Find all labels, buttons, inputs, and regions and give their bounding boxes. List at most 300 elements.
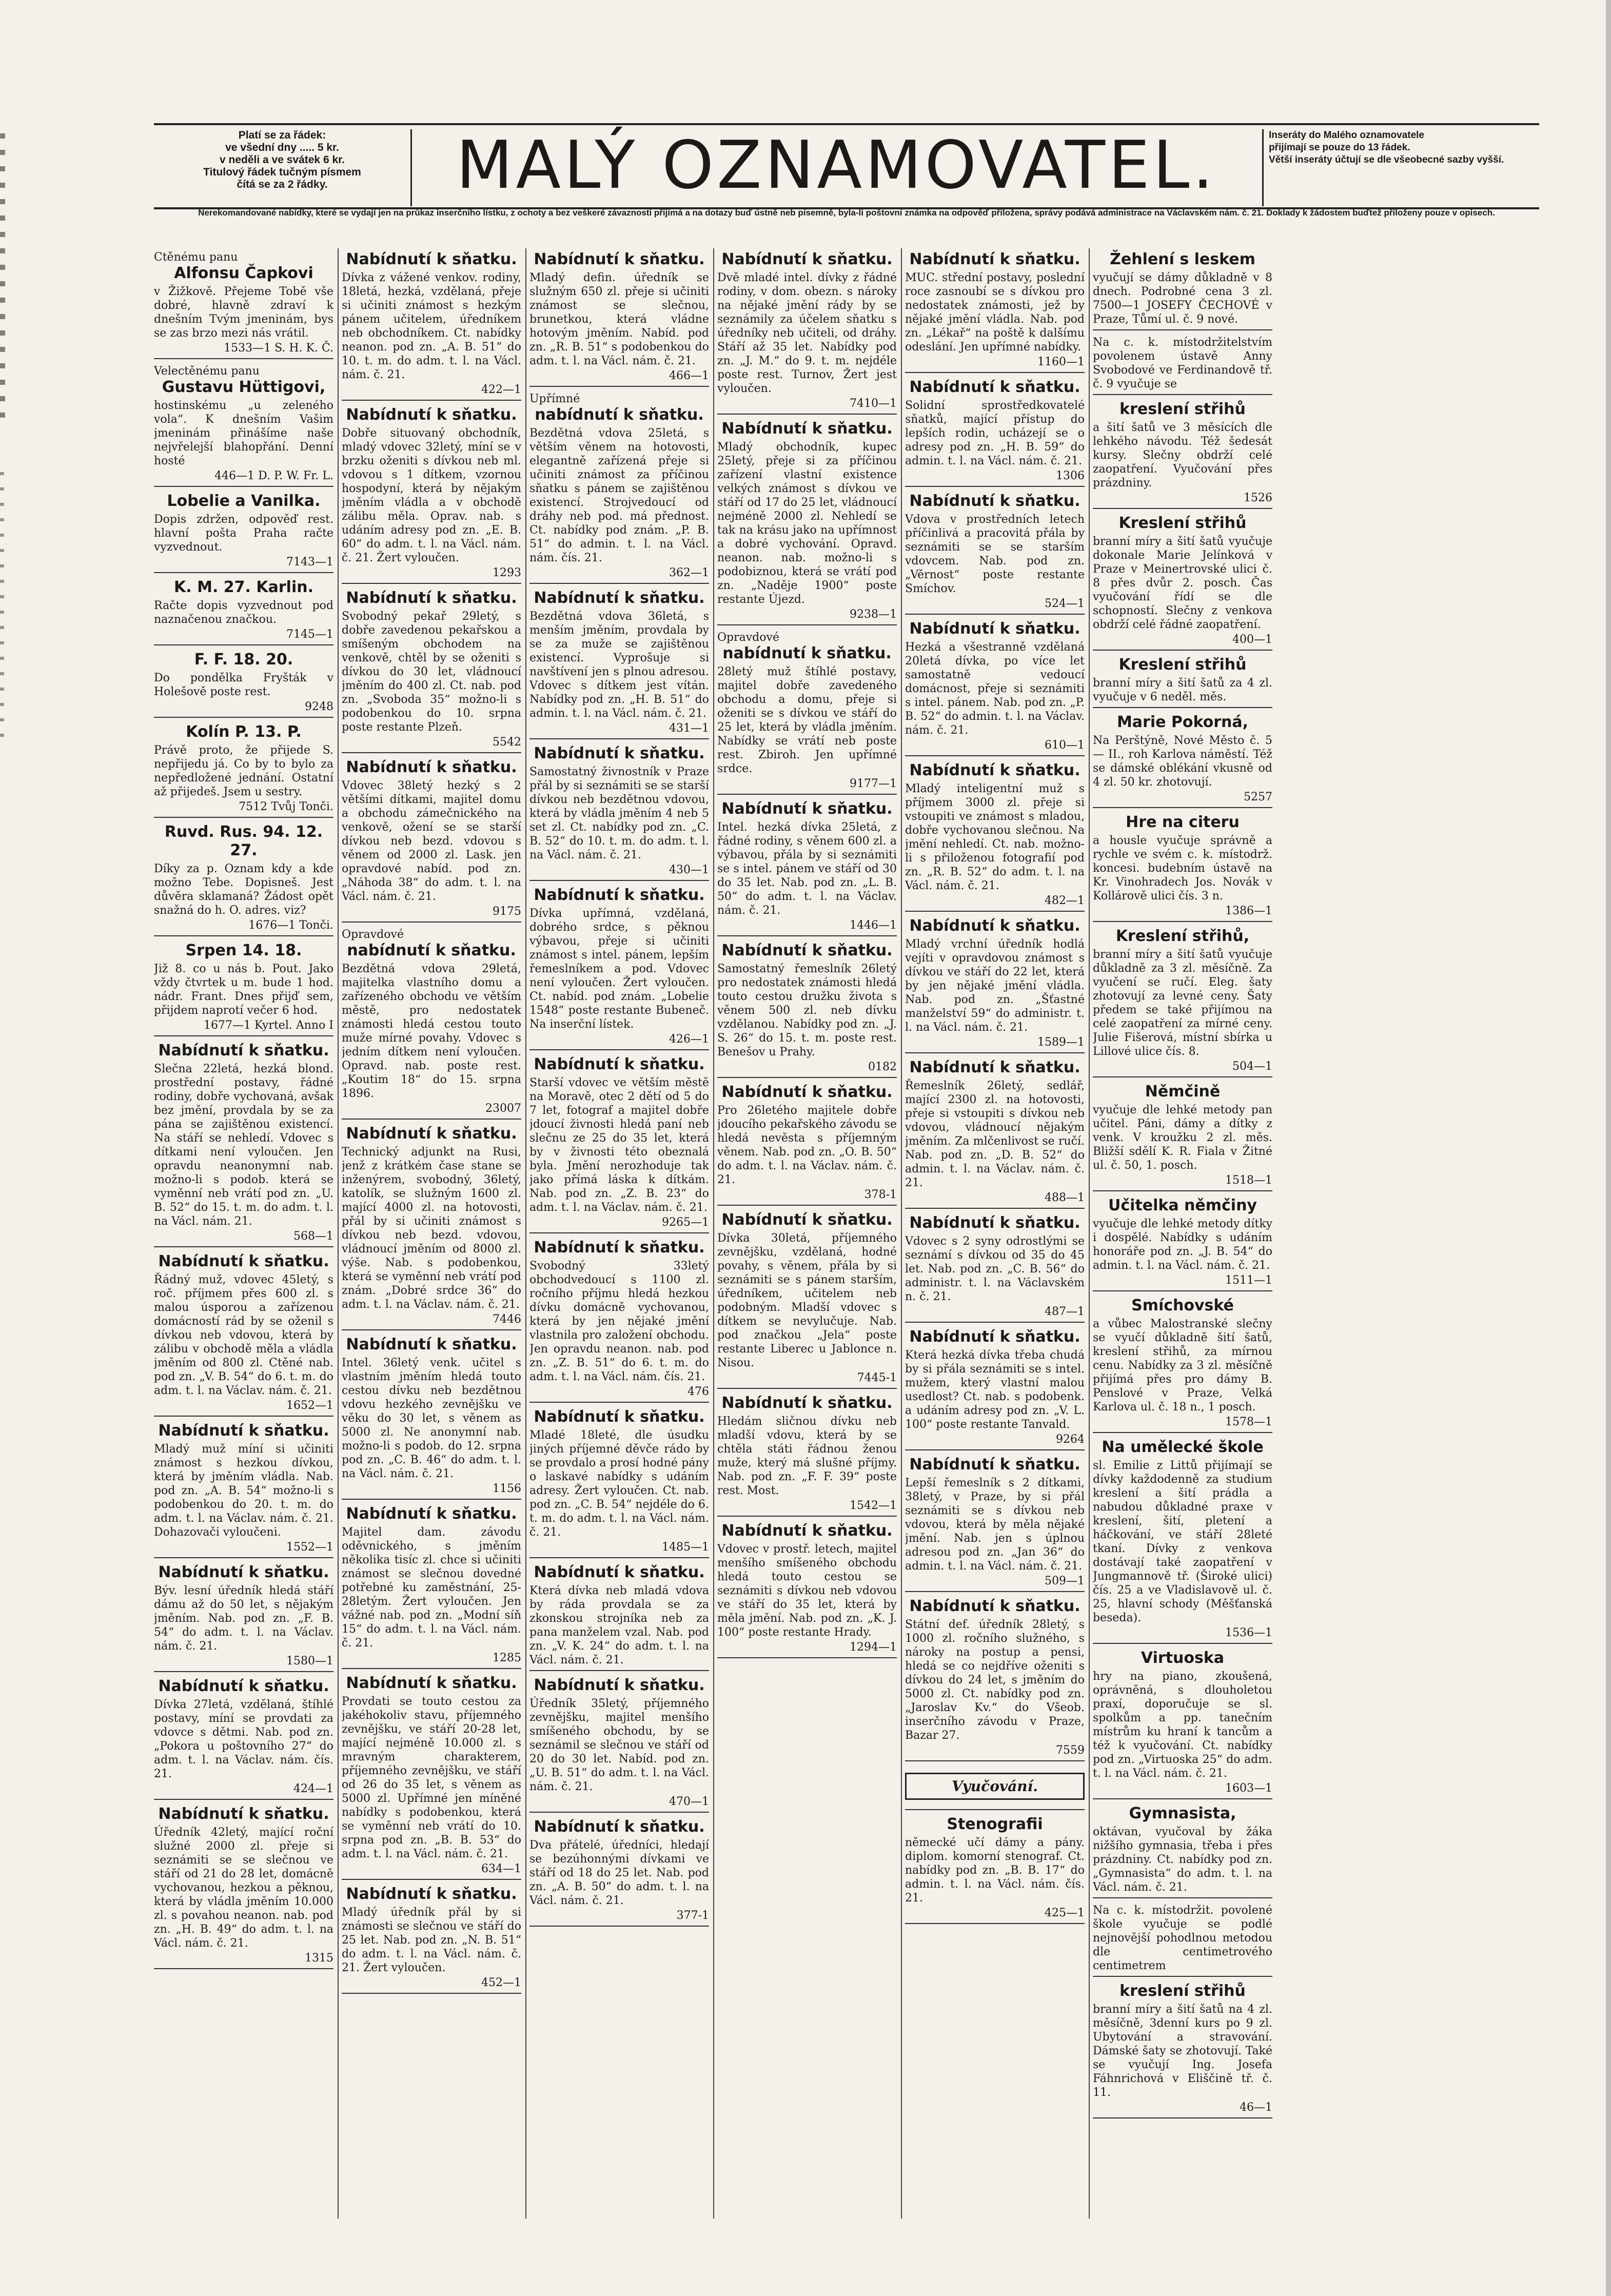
ad-text: Úředník 42letý, mající roční služné 2000 zl. přeje si seznámiti se se slečnou ve stáří od 21 do 28 let, domácně vychovanou, hezkou a pěknou, která by vládla jměním 10.000 zl. s povahou neanon. nab. pod zn. „H. B. 49“ do adm. t. l. na Václ. nám. č. 21. [154,1826,333,1950]
classified-ad [717,1392,897,1517]
ad-heading: Nabídnutí k sňatku. [909,492,1080,510]
ad-text: branní míry a šití šatů vyučuje důkladně za 3 zl. měsíčně. Za vyučení se ručí. Eleg. šaty zhotovují za levné ceny. Šaty předem se také přijímou na celé zaopatření za mírné ceny. Julie Fišerová, místní sbírka u Lillové ulice čís. 8. [1093,948,1272,1058]
ad-heading: Nabídnutí k sňatku. [721,1522,893,1540]
ad-heading: Nabídnutí k sňatku. [346,1505,517,1523]
ad-reference: 1652—1 [286,1399,333,1412]
ad-heading: Nabídnutí k sňatku. [909,761,1080,779]
ad-text: Na Perštýně, Nové Město č. 5 — II., roh Karlova náměstí. Též se dámské oblékání vkusně od 4 zl. 50 kr. zhotovují. [1093,734,1272,789]
ad-heading: Nabídnutí k sňatku. [534,589,705,607]
column-6 [1093,248,1272,2249]
ad-heading: Stenografii [947,1815,1043,1833]
column-2 [342,248,521,2249]
classified-ad [342,1123,521,1330]
ad-reference: 470—1 [669,1795,709,1808]
ad-reference: 1676—1 Tonči. [248,919,333,932]
ad-text: Již 8. co u nás b. Pout. Jako vždy čtvrtek u m. bude 1 hod. nádr. Frant. Dnes přijď sem, přijdem naprotí večer 6 hod. [154,963,333,1017]
ad-heading: Ruvd. Rus. 94. 12. 27. [164,823,323,859]
ad-heading: Nabídnutí k sňatku. [909,1058,1080,1076]
ad-heading: Gymnasista, [1129,1804,1236,1822]
ad-text: Která hezká dívka třeba chudá by si přála seznámiti se s intel. mužem, který vlastní malou usedlost? Ct. nab. s podobenk. a udáním adresy pod zn. „V. L. 100“ poste restante Tanvald. [905,1349,1085,1431]
classified-ad [154,362,333,487]
ad-reference: 1526 [1244,492,1272,504]
ad-reference: 1518—1 [1225,1174,1272,1187]
ad-heading: Nabídnutí k sňatku. [909,917,1080,935]
ad-heading: Nabídnutí k sňatku. [346,1125,517,1143]
ad-heading: Kreslení střihů [1118,656,1247,674]
classified-ad [529,1237,709,1403]
ad-reference: 1536—1 [1225,1626,1272,1639]
classified-ad [1093,1081,1272,1191]
ad-text: Do pondělka Fryšták v Holešově poste rest. [154,672,333,698]
ad-text: Svobodný pekař 29letý, s dobře zavedenou pekařskou a smíšeným obchodem na venkově, chtěl by se oženiti s dívkou do 30 let, vládnoucí jměním do 400 zl. Ct. nab. pod zn. „Svoboda 35“ možno-li s podobenkou do 10. srpna poste restante Plzeň. [342,610,521,734]
ad-reference: 1542—1 [850,1499,897,1512]
ad-heading: Nabídnutí k sňatku. [909,378,1080,396]
column-divider [713,248,714,2219]
classified-ad [905,1212,1085,1323]
classified-ad [1093,1802,1272,1898]
classified-ad [905,915,1085,1053]
classified-ad [154,821,333,936]
classified-ad [905,248,1085,373]
ad-reference: 1552—1 [286,1541,333,1554]
classified-ad [529,248,709,387]
masthead [154,123,1539,209]
ad-reference: 377-1 [676,1909,709,1922]
classified-ad [154,939,333,1036]
ad-text: Státní def. úředník 28letý, s 1000 zl. ročního služného, s nároky na postup a pensi, hledá se co nejdříve oženiti s dívkou do 24 let, s jměním do 5000 zl. Ct. nabídky pod zn. „Jaroslav Kv.“ do Všeob. inserčního závodu v Praze, Bazar 27. [905,1618,1085,1742]
ad-heading: kreslení střihů [1119,400,1246,418]
ad-heading: Nabídnutí k sňatku. [721,1211,893,1229]
ad-reference: 446—1 D. P. W. Fr. L. [214,469,333,482]
ad-heading: K. M. 27. Karlin. [174,578,313,596]
classified-ad [154,576,333,645]
classified-ad [342,1672,521,1880]
classified-ad [1093,925,1272,1077]
info-box [1262,129,1543,206]
classified-ad [154,1803,333,1969]
ad-text: branní míry a šití šatů za 4 zl. vyučuje v 6 neděl. měs. [1093,677,1272,703]
ad-reference: 1160—1 [1037,356,1085,368]
classified-ad [717,1209,897,1389]
classified-ad [1093,1294,1272,1433]
ad-reference: 568—1 [293,1230,333,1243]
classified-ad [717,418,897,625]
ad-text: Mladý inteligentní muž s příjmem 3000 zl. přeje si vstoupiti ve známost s mladou, dobře vychovanou slečnou. Na jmění nehledí. Ct. nab. možno-li s přiloženou fotografií pod zn. „R. B. 52“ do adm. t. l. na Václ. nám. č. 21. [905,782,1085,892]
ad-text: hostinskému „u zeleného vola“. K dnešním Vašim jmeninám přinášíme naše nejvřelejší blahopřání. Denní hosté [154,399,333,467]
price-line: čítá se za 2 řádky. [237,179,328,190]
ad-text: Dopis zdržen, odpověď rest. hlavní pošta Praha račte vyzvednout. [154,513,333,554]
price-line: Titulový řádek tučným písmem [203,166,361,178]
ad-heading: Nabídnutí k sňatku. [909,1456,1080,1474]
ad-reference: 9177—1 [850,777,897,790]
info-line: Inseráty do Malého oznamovatele [1269,130,1425,141]
ad-text: Která dívka neb mladá vdova by ráda provdala se za zkonskou strojníka neb za pana manželem vzal. Nab. pod zn. „V. K. 24“ do adm. t. l. na Václ. nám. č. 21. [529,1584,709,1666]
ad-reference: 9265—1 [662,1216,709,1229]
ad-heading: Nabídnutí k sňatku. [346,1674,517,1692]
ad-heading: Nabídnutí k sňatku. [721,420,893,438]
ad-reference: 1677—1 Kyrtel. Anno I [204,1019,333,1032]
ad-text: Intel. 36letý venk. učitel s vlastním jměním hledá touto cestou dívku neb bezdětnou vdovu hezkého zevnějšku ve věku do 30 let, s věnem as 5000 zl. Ne anonymní nab. možno-li s podob. do 12. srpna pod zn. „C. B. 46“ do adm. t. l. na Václ. nám. č. 21. [342,1357,521,1480]
ad-text: Řádný muž, vdovec 45letý, s roč. příjmem přes 600 zl. s malou úsporou a zařízenou domácností rád by se oženil s dívkou neb vdovou, která by zálibu v obchodě měla a vládla jměním od 800 zl. Ctěné nab. pod zn. „V. B. 54“ do 6. t. m. do adm. t. l. na Václav. nám. č. 21. [154,1273,333,1397]
classified-ad [1093,512,1272,651]
ad-text: vyučují se dámy důkladně v 8 dnech. Podrobné cena 3 zl. 7500—1 JOSEFY ČECHOVÉ v Praze, Tůmí ul. č. 9 nové. [1093,271,1272,326]
ad-reference: 378-1 [864,1188,897,1201]
ad-preheading: Upřímné [529,393,580,405]
ad-text: Na c. k. místodržitelstvím povolenem ústavě Anny Svobodové ve Ferdinandově tř. č. 9 vyučuje se [1093,336,1272,390]
ad-reference: 5257 [1244,791,1272,803]
classified-ad [717,798,897,936]
ad-reference: 1578—1 [1225,1416,1272,1428]
classified-ad [1093,1901,1272,1977]
classified-ad [529,1674,709,1813]
ad-reference: 1306 [1056,469,1085,482]
ad-reference: 1533—1 S. H. K. Č. [224,342,333,355]
classified-ad [342,1503,521,1669]
ad-text: Bezdětná vdova 36letá, s menším jměním, provdala by se za muže se zajištěnou existencí. Vyprošuje si navštívení jen s plnou adresou. Vdovec s dítkem jest vítán. Nabídky pod zn. „H. B. 51“ do admin. t. l. na Václ. nám. č. 21. [529,610,709,720]
classified-ad [905,759,1085,912]
ad-reference: 509—1 [1045,1575,1085,1587]
classified-ad [529,884,709,1050]
price-line: ve všední dny ..... 5 kr. [225,142,339,153]
ad-reference: 1293 [493,566,521,579]
ad-text: hry na piano, zkoušená, oprávněná, s dlouholetou praxí, doporučuje se sl. spolkům a pp. tanečním místrům ku hraní k tancům a též k vyučování. Ct. nabídky pod zn. „Virtuoska 25“ do adm. t. l. na Václ. nám. č. 21. [1093,1670,1272,1780]
ad-preheading: Ctěnému panu [154,251,238,264]
classified-ad [154,649,333,718]
ad-reference: 7446 [493,1313,521,1326]
ad-text: Řemeslník 26letý, sedlář, mající 2300 zl. na hotovosti, přeje si vstoupiti s dívkou neb vdovou, vládnoucí nějakým jměním. Za mlčenlivost se ručí. Nab. pod zn. „D. B. 52“ do admin. t. l. na Václav. nám. č. 21. [905,1080,1085,1189]
ad-heading: Nabídnutí k sňatku. [909,1214,1080,1232]
ad-text: Dívka 27letá, vzdělaná, štíhlé postavy, míní se provdati za vdovce s dětmi. Nab. pod zn. „Pokora u poštovního 27“ do adm. t. l. na Václav. nám. čís. 21. [154,1698,333,1780]
ad-reference: 1315 [305,1952,333,1965]
ad-preheading: Opravdové [342,928,404,941]
ad-heading: Hre na citeru [1126,813,1240,831]
ad-heading: Nabídnutí k sňatku. [909,1328,1080,1346]
ad-heading: F. F. 18. 20. [194,651,293,669]
classified-ad [1093,248,1272,330]
ad-preheading: Opravdové [717,631,779,644]
ad-text: Račte dopis vyzvednout pod naznačenou značkou. [154,599,333,626]
ad-heading: Nabídnutí k sňatku. [158,1252,329,1270]
ad-reference: 7512 Tvůj Tonči. [239,800,333,813]
ad-text: Hledám sličnou dívku neb mladší vdovu, která by se chtěla státi řádnou ženou muže, který má slušné příjmy. Nab. pod zn. „F. F. 39“ poste rest. Most. [717,1415,897,1497]
classified-ad [342,926,521,1120]
ad-reference: 430—1 [669,864,709,876]
ad-text: Mladé 18leté, dle úsudku jiných příjemné děvče rádo by se provdalo a prosí hodné pány o laskavé nabídky s udáním adresy. Žert vyloučen. Ct. nab. pod zn. „C. B. 54“ nejdéle do 6. t. m. do adm. t. l. na Václ. nám. č. 21. [529,1429,709,1539]
classified-ad [905,1813,1085,1924]
classified-ad [717,1520,897,1658]
ad-preheading: Velectěnému panu [154,365,260,378]
ad-heading: Nabídnutí k sňatku. [158,1677,329,1695]
classified-ad [154,248,333,359]
ad-text: Lepší řemeslník s 2 dítkami, 38letý, v Praze, by si přál seznámiti se s dívkou neb vdovou, která by měla nějaké jmění. Nab. jen s úplnou adresou pod zn. „Jan 36“ do admin. t. l. na Václ. nám. č. 21. [905,1477,1085,1573]
ad-heading: Nabídnutí k sňatku. [534,886,705,904]
classified-ad [905,618,1085,756]
ad-text: Dobře situovaný obchodník, mladý vdovec 32letý, míní se v brzku oženiti s dívkou neb ml. vdovou s 1 dítkem, vzornou hospodyní, která by nějakým jměním vládla a v obchodě zálibu měla. Oprav. nab. s udáním adresy pod zn. „E. B. 60“ do adm. t. l. na Václ. nám. č. 21. Žert vyloučen. [342,427,521,564]
classified-ad [154,1420,333,1558]
ad-text: Úředník 35letý, příjemného zevnějšku, majitel menšího smíšeného obchodu, by se seznámil se slečnou ve stáří od 20 do 30 let. Nabíd. pod zn. „U. B. 51“ do adm. t. l. na Václ. nám. č. 21. [529,1697,709,1793]
ad-text: Vdovec s 2 syny odrostlými se seznámí s dívkou od 35 do 45 let. Nab. pod zn. „C. B. 56“ do administr. t. l. na Václavském n. č. 21. [905,1235,1085,1303]
classified-ad [529,390,709,584]
ad-reference: 1511—1 [1225,1274,1272,1287]
classified-ad [342,404,521,584]
masthead-notice: Nerekomandované nabídky, které se vydají jen na průkaz inserčního lístku, z ochoty a bez veškeré závaznosti přijímá a na dotazy buď ústně neb písemně, byla-li poštovní známka na odpověď přiložena, správy podává administrace na Václavském nám. č. 21. Doklady k žádostem buďtež přiloženy pouze v opisech. [198,208,1495,218]
ad-heading: Žehlení s leskem [1110,250,1255,268]
classified-ad [905,1056,1085,1209]
classified-ad [154,1039,333,1247]
ad-reference: 634—1 [481,1862,521,1875]
ad-text: Dívka 30letá, příjemného zevnějšku, vzdělaná, hodné povahy, s věnem, přála by si seznámiti se s pánem starším, úředníkem, učitelem neb podobným. Mladší vdovec s dítkem se nevylučuje. Nab. pod značkou „Jela“ poste restante Liberec u Jablonce n. Nisou. [717,1232,897,1369]
ad-heading: Nabídnutí k sňatku. [534,1239,705,1257]
ad-heading: Kolín P. 13. P. [186,723,302,741]
ad-reference: 7410—1 [850,397,897,410]
ad-reference: 0182 [868,1061,897,1073]
ad-heading: Lobelie a Vanilka. [167,492,321,510]
ad-reference: 1294—1 [850,1641,897,1654]
classified-ad [905,376,1085,487]
classified-ad [717,629,897,795]
ad-text: vyučuje dle lehké metody dítky i dospělé. Nabídky s udáním honoráře pod zn. „J. B. 54“ do admin. t. l. na Václ. nám. č. 21. [1093,1218,1272,1272]
ad-reference: 9248 [305,700,333,713]
ad-heading: Nabídnutí k sňatku. [909,1597,1080,1615]
ad-heading: Nabídnutí k sňatku. [534,1818,705,1836]
classified-ad [342,1883,521,1994]
ad-text: vyučuje dle lehké metody pan učitel. Páni, dámy a dítky z venk. V kroužku 2 zl. měs. Bližší sdělí K. R. Fiala v Žitné ul. č. 50, 1. posch. [1093,1104,1272,1172]
ad-reference: 426—1 [669,1033,709,1046]
column-divider [901,248,902,2219]
column-5 [905,248,1085,2249]
ad-heading: Marie Pokorná, [1116,713,1249,731]
ad-reference: 487—1 [1045,1305,1085,1318]
ad-heading: Nabídnutí k sňatku. [534,1408,705,1426]
ad-text: oktávan, vyučoval by žáka nižšího gymnasia, třeba i přes prázdniny. Ct. nabídky pod zn. „Gymnasista“ do adm. t. l. na Václ. nám. č. 21. [1093,1826,1272,1894]
ad-reference: 431—1 [669,722,709,735]
classified-ad [1093,1647,1272,1799]
ad-text: Dva přátelé, úředníci, hledají se bezúhonnými dívkami ve stáří od 18 do 25 let. Nab. pod zn. „A. B. 50“ do adm. t. l. na Václ. nám. č. 21. [529,1839,709,1907]
ad-text: Vdova v prostředních letech příčinlivá a pracovitá přála by seznámiti se se starším vdovcem. Nab. pod zn. „Věrnost“ poste restante Smíchov. [905,513,1085,595]
ad-heading: nabídnutí k sňatku. [535,406,704,424]
classified-ad [529,1816,709,1927]
info-line: Větší inseráty účtují se dle všeobecné sazby vyšší. [1269,154,1504,165]
classified-ad [154,1561,333,1672]
ad-text: Mladý vrchní úředník hodlá vejíti v opravdovou známost s dívkou ve stáří do 22 let, která by jen nějaké jmění vládla. Nab. pod zn. „Šťastné manželství 59“ do administr. t. l. na Václ. nám. č. 21. [905,938,1085,1034]
ad-heading: Na umělecké škole [1102,1438,1264,1456]
ad-reference: 482—1 [1045,894,1085,907]
price-line: Platí se za řádek: [238,129,326,141]
ad-heading: Kreslení střihů [1118,514,1247,532]
ad-text: Dívka z vážené venkov. rodiny, 18letá, hezká, vzdělaná, přeje si učiniti známost s hezkým pánem učitelem, úředníkem neb obchodníkem. Ct. nabídky neanon. pod zn. „A. B. 51“ do 10. t. m. do adm. t. l. na Václ. nám. č. 21. [342,271,521,381]
ad-reference: 1446—1 [850,919,897,932]
classified-ad [154,1250,333,1417]
ad-reference: 425—1 [1045,1907,1085,1919]
ad-text: Bezdětná vdova 29letá, majitelka vlastního domu a zařízeného obchodu ve větším městě, pro nedostatek známosti hledá cestou touto muže mírné povahy. Vdovec s jedním dítkem není vyloučen. Opravd. nab. poste rest. „Koutim 18“ do 15. srpna 1896. [342,963,521,1100]
classified-ad [342,1333,521,1500]
ad-text: branní míry a šití šatů vyučuje dokonale Marie Jelínková v Praze v Meinertrovské ulici č. 8 přes dvůr 2. posch. Čas vyučování řídí se dle schopností. Slečny z venkova obdrží celé řádné zaopatření. [1093,535,1272,631]
column-divider [1089,248,1090,2219]
classified-ad [717,1081,897,1206]
ad-text: Hezká a všestranně vzdělaná 20letá dívka, po více let samostatně vedoucí domácnost, přeje si seznámiti s intel. pánem. Nab. pod zn. „P. B. 52“ do admin. t. l. na Václav. nám. č. 21. [905,641,1085,737]
ad-text: Mladý obchodník, kupec 25letý, přeje si za příčinou zařízení vlastní existence velkých známost s dívkou ve stáří od 17 do 25 let, vládnoucí nejméně 2000 zl. Nehledí se tak na krásu jako na upřímnost a dobré vychování. Opravd. neanon. nab. možno-li s podobiznou, která se vrátí pod zn. „Naděje 1900“ poste restante Újezd. [717,441,897,606]
classified-ad [905,490,1085,615]
ad-reference: 452—1 [481,1976,521,1989]
ad-heading: Nabídnutí k sňatku. [534,1563,705,1581]
ad-text: Bezdětná vdova 25letá, s větším věnem na hotovosti, elegantně zařízená přeje si učiniti známost za příčinou sňatku s pánem se zajištěnou existencí. Strojvedoucí od dráhy neb pod. má přednost. Ct. nabídky pod znám. „P. B. 51“ do admin. t. l. na Václ. nám. čís. 21. [529,427,709,564]
ad-heading: Nabídnutí k sňatku. [721,1394,893,1412]
classified-ad [905,1326,1085,1450]
ad-text: německé učí dámy a pány. diplom. komorní stenograf. Ct. nabídky pod zn. „B. B. 17“ do admin. t. l. na Václ. nám. čís. 21. [905,1836,1085,1905]
ad-heading: Nabídnutí k sňatku. [909,620,1080,638]
ad-heading: Nabídnutí k sňatku. [346,758,517,776]
ad-reference: 9238—1 [850,608,897,621]
ad-reference: 1386—1 [1225,905,1272,917]
ad-heading: Nabídnutí k sňatku. [534,1055,705,1073]
classified-ad [529,1053,709,1233]
ad-reference: 5542 [493,736,521,749]
ad-reference: 1285 [493,1652,521,1664]
ad-text: a šití šatů ve 3 měsících dle lehkého návodu. Též šedesát kursy. Slečny obdrží celé zaopatření. Vyučování přes prázdniny. [1093,421,1272,489]
ad-text: Dvě mladé intel. dívky z řádné rodiny, v dom. obezn. s nároky na nějaké jmění rády by se seznámily za účelem sňatku s úředníky neb učiteli, od dráhy. Stáří až 35 let. Nabídky pod zn. „J. M.“ do 9. t. m. nejdéle poste rest. Turnov, Žert jest vyloučen. [717,271,897,395]
ad-heading: Nabídnutí k sňatku. [721,250,893,268]
ad-reference: 7143—1 [286,556,333,568]
classified-ad [1093,711,1272,808]
ad-text: Provdati se touto cestou za jakéhokoliv stavu, příjemného zevnějšku, ve stáří 20-28 let, mající nejméně 10.000 zl. s mravným charakterem, příjemného zevnějšku, ve stáří od 26 do 35 let, s věnem as 5000 zl. Upřímné jen míněné nabídky s podobenkou, která se vyměnní neb vrátí do 10. srpna pod zn. „B. B. 53“ do adm. t. l. na Václ. nám. č. 21. [342,1695,521,1860]
classified-ad [717,248,897,415]
scan-edge-marks-lower [0,472,4,739]
ad-text: a housle vyučuje správně a rychle ve svém c. k. místodrž. koncesi. budebním ústavě na Kr. Vinohradech Jos. Novák v Kollárově ulici čís. 3 n. [1093,834,1272,902]
ad-reference: 610—1 [1045,739,1085,752]
column-1 [154,248,333,2249]
ad-heading: Smíchovské [1131,1297,1234,1314]
ad-heading: Nabídnutí k sňatku. [346,1336,517,1353]
classified-ad [1093,1436,1272,1644]
ad-heading: Učitelka němčiny [1108,1196,1257,1214]
classified-ad [154,490,333,573]
ad-text: Samostatný živnostník v Praze přál by si seznámiti se se starší dívkou neb bezdětnou vdovou, která by vládla jměním 4 neb 5 set zl. Ct. nabídky pod zn. „C. B. 52“ do 10. t. m. do adm. t. l. na Václ. nám. č. 21. [529,766,709,861]
ad-heading: nabídnutí k sňatku. [347,941,516,959]
ad-heading: Nabídnutí k sňatku. [346,589,517,607]
classified-ad [1093,654,1272,708]
column-4 [717,248,897,2249]
classified-ad [1093,1194,1272,1291]
classified-ad [529,742,709,881]
ad-heading: Nabídnutí k sňatku. [158,1563,329,1581]
ad-reference: 7145—1 [286,628,333,641]
ad-text: Technický adjunkt na Rusi, jenž z krátkém čase stane se inženýrem, svobodný, 36letý, katolík, se služným 1600 zl. mající 4000 zl. na hotovosti, přál by si učiniti známost s dívkou neb bezd. vdovou, vládnoucí jměním od 8000 zl. výše. Nab. s podobenkou, která se vyměnní neb vrátí pod znám. „Dobré srdce 36“ do adm. t. l. na Václav. nám. č. 21. [342,1146,521,1311]
ad-text: Slečna 22letá, hezká blond. prostřední postavy, řádné rodiny, dobře vychovaná, avšak bez jmění, provdala by se za pána se zajištěnou existencí. Na stáří se nehledí. Vdovec s dítkami není vyloučen. Jen opravdu neanonymní nab. možno-li s podob. která se vyměnní neb vrátí pod zn. „U. B. 52“ do 15. t. m. do adm. t. l. na Václ. nám. 21. [154,1063,333,1228]
classified-ad [342,756,521,923]
ad-text: 28letý muž štíhlé postavy, majitel dobře zavedeného obchodu a domu, přeje si oženiti se s dívkou ve stáří do 25 let, která by vládla jměním. Nabídky se vrátí neb poste rest. Zbiroh. Jen upřímné srdce. [717,665,897,775]
classified-ad [529,1406,709,1558]
ad-text: Solidní sprostředkovatelé sňatků, mající přístup do lepších rodin, ucházejí se o adresy pod zn. „H. B. 59“ do admin. t. l. na Václ. nám. č. 21. [905,399,1085,467]
ad-text: MUC. střední postavy, poslední roce zasnoubí se s dívkou pro nedostatek známosti, jež by nějaké jmění vládla. Nab. pod zn. „Lékař“ na poště k dalšímu odeslání. Jen upřímné nabídky. [905,271,1085,354]
ad-heading: Nabídnutí k sňatku. [158,1805,329,1823]
price-line: v neděli a ve svátek 6 kr. [219,154,345,166]
ad-text: Samostatný řemeslník 26letý pro nedostatek známosti hledá touto cestou družku života s věnem 500 zl. neb dívku vzdělanou. Nabídky pod zn. „J. S. 26“ do 15. t. m. poste rest. Benešov u Prahy. [717,963,897,1058]
ad-reference: 400—1 [1232,633,1272,646]
ad-heading: Nabídnutí k sňatku. [534,744,705,762]
ad-text: Díky za p. Oznam kdy a kde možno Tebe. Dopisneš. Jest důvěra sklamaná? Žádost opět snažná do h. O. adres. viz? [154,862,333,917]
ad-heading: Nabídnutí k sňatku. [534,1676,705,1694]
ad-reference: 1485—1 [662,1541,709,1554]
ad-text: Vdovec 38letý hezký s 2 většími dítkami, majitel domu a obchodu zámečnického na venkově, ožení se se starší dívkou neb bezd. vdovou s věnem od 2000 zl. Lask. jen opravdové nabíd. pod zn. „Náhoda 38“ do adm. t. l. na Václ. nám. č. 21. [342,779,521,903]
classified-ad [717,939,897,1078]
scan-right-shadow [1606,0,1611,2296]
ad-reference: 422—1 [481,383,521,396]
classified-ad [1093,1980,1272,2118]
classified-ad [1093,811,1272,922]
classified-ad [905,1454,1085,1592]
classified-ad [529,1561,709,1671]
ad-text: Majitel dam. závodu oděvnického, s jměním několika tisíc zl. chce si učiniti známost se slečnou dovedné potřebné ku zaměstnání, 25-28letým. Žert vyloučen. Jen vážné nab. pod zn. „Modní síň 15“ do adm. t. l. na Václ. nám. č. 21. [342,1526,521,1650]
ad-reference: 7559 [1056,1744,1085,1757]
ad-reference: 7445-1 [857,1371,897,1384]
ad-reference: 466—1 [669,369,709,382]
ad-heading: Nabídnutí k sňatku. [158,1422,329,1440]
ad-text: Vdovec v prostř. letech, majitel menšího smíšeného obchodu hledá touto cestou se seznámiti s dívkou neb vdovou ve stáří do 35 let, která by měla jmění. Nab. pod zn. „K. J. 100“ poste restante Hrady. [717,1543,897,1639]
ad-text: Mladý úředník přál by si známosti se slečnou ve stáří do 25 let. Nab. pod zn. „N. B. 51“ do adm. t. l. na Václ. nám. č. 21. Žert vyloučen. [342,1906,521,1974]
ad-text: v Žižkově. Přejeme Tobě vše dobré, hlavně zdraví k dnešním Tvým jmeninám, bys se zas brzo mezi nás vrátil. [154,285,333,340]
ad-text: Mladý defin. úředník se služným 650 zl. přeje si učiniti známost se slečnou, brunetkou, která vládne hotovým jměním. Nabíd. pod zn. „R. B. 51“ s podobenkou do adm. t. l. na Václ. nám. č. 21. [529,271,709,367]
ad-text: Svobodný 33letý obchodvedoucí s 1100 zl. ročního příjmu hledá hezkou dívku domácně vychovanou, která by jen nějaké jmění vlastnila pro založení obchodu. Jen opravdu neanon. nab. pod zn. „Z. B. 51“ do 6. t. m. do adm. t. l. na Václ. nám. čís. 21. [529,1260,709,1383]
info-line: přijímají se pouze do 13 řádek. [1269,142,1410,153]
classified-ad [342,248,521,401]
ad-text: Býv. lesní úředník hledá stáří dámu až do 50 let, s nějakým jměním. Nab. pod zn. „F. B. 54“ do adm. t. l. na Václav. nám. č. 21. [154,1584,333,1653]
ad-reference: 488—1 [1045,1191,1085,1204]
ad-heading: Nabídnutí k sňatku. [909,250,1080,268]
section-heading: Vyučování. [905,1773,1085,1800]
ad-reference: 46—1 [1240,2101,1272,2114]
classified-ad [529,587,709,739]
ad-heading: Nabídnutí k sňatku. [721,800,893,818]
ad-heading: Nabídnutí k sňatku. [346,1885,517,1903]
ad-heading: Srpen 14. 18. [185,941,302,959]
ad-text: Mladý muž míní si učiniti známost s hezkou dívkou, která by jměním vládla. Nab. pod zn. „A. B. 54“ možno-li s podobenkou do 20. t. m. do adm. t. l. na Václav. nám. č. 21. Dohazovači vyloučeni. [154,1443,333,1539]
ad-reference: 1589—1 [1037,1036,1085,1049]
ad-heading: Kreslení střihů, [1115,927,1250,945]
ad-reference: 9264 [1056,1433,1085,1446]
ad-reference: 524—1 [1045,597,1085,610]
ad-text: Na c. k. místodržit. povolené škole vyučuje se podlé nejnovější pohodlnou metodou dle centimetrového centimetrem [1093,1904,1272,1972]
classified-ad [905,1595,1085,1761]
ad-text: a vůbec Malostranské slečny se vyučí důkladně šití šatů, kreslení střihů, za mírnou cenu. Nabídky za 3 zl. měsíčně přijímá přes pro dámy B. Penslové v Praze, Velká Karlova ul. č. 18 n., 1 posch. [1093,1318,1272,1414]
ad-text: branní míry a šití šatů na 4 zl. měsíčně, 3denní kurs po 9 zl. Ubytování a stravování. Dámské šaty se zhotovují. Také se vyučují Ing. Josefa Fáhnrichová v Eliščině tř. č. 11. [1093,2003,1272,2099]
ad-reference: 1580—1 [286,1655,333,1667]
ad-reference: 424—1 [293,1782,333,1795]
page-title: MALÝ OZNAMOVATEL. [456,127,1216,204]
ad-text: Právě proto, že přijede S. nepřijedu já. Co by to bylo za nepředložené jednání. Ostatní až přijedeš. Jsem u sestry. [154,744,333,798]
ad-text: Intel. hezká dívka 25letá, z řádné rodiny, s věnem 600 zl. a výbavou, přála by si seznámiti se s intel. pánem ve stáří od 30 do 35 let. Nab. pod zn. „L. B. 50“ do adm. t. l. na Václav. nám. č. 21. [717,821,897,917]
ad-heading: Nabídnutí k sňatku. [721,1083,893,1101]
ad-heading: Alfonsu Čapkovi [174,264,313,282]
classified-ad [1093,333,1272,395]
ad-reference: 1156 [493,1482,521,1495]
ad-heading: Nabídnutí k sňatku. [346,250,517,268]
ad-heading: kreslení střihů [1119,1982,1246,2000]
classified-ad [1093,398,1272,509]
column-divider [338,248,339,2219]
scan-edge-marks [0,133,5,421]
ad-heading: Nabídnutí k sňatku. [158,1042,329,1059]
price-box [154,129,412,206]
column-3 [529,248,709,2249]
ad-heading: Virtuoska [1141,1649,1225,1667]
ad-heading: Gustavu Hüttigovi, [162,378,326,396]
ad-reference: 1603—1 [1225,1782,1272,1795]
classified-ad [154,721,333,818]
ad-heading: Nabídnutí k sňatku. [534,250,705,268]
ad-heading: Nabídnutí k sňatku. [346,406,517,424]
ad-text: Starší vdovec ve větším městě na Moravě, otec 2 dětí od 5 do 7 let, fotograf a majitel dobře jdoucí živnosti hledá paní neb slečnu ze 25 do 35 let, která by v živnosti této obeznalá byla. Jmění nerozhoduje tak jako přímá láska k dítkám. Nab. pod zn. „Z. B. 23“ do adm. t. l. na Václav. nám. č. 21. [529,1076,709,1214]
ad-reference: 362—1 [669,566,709,579]
